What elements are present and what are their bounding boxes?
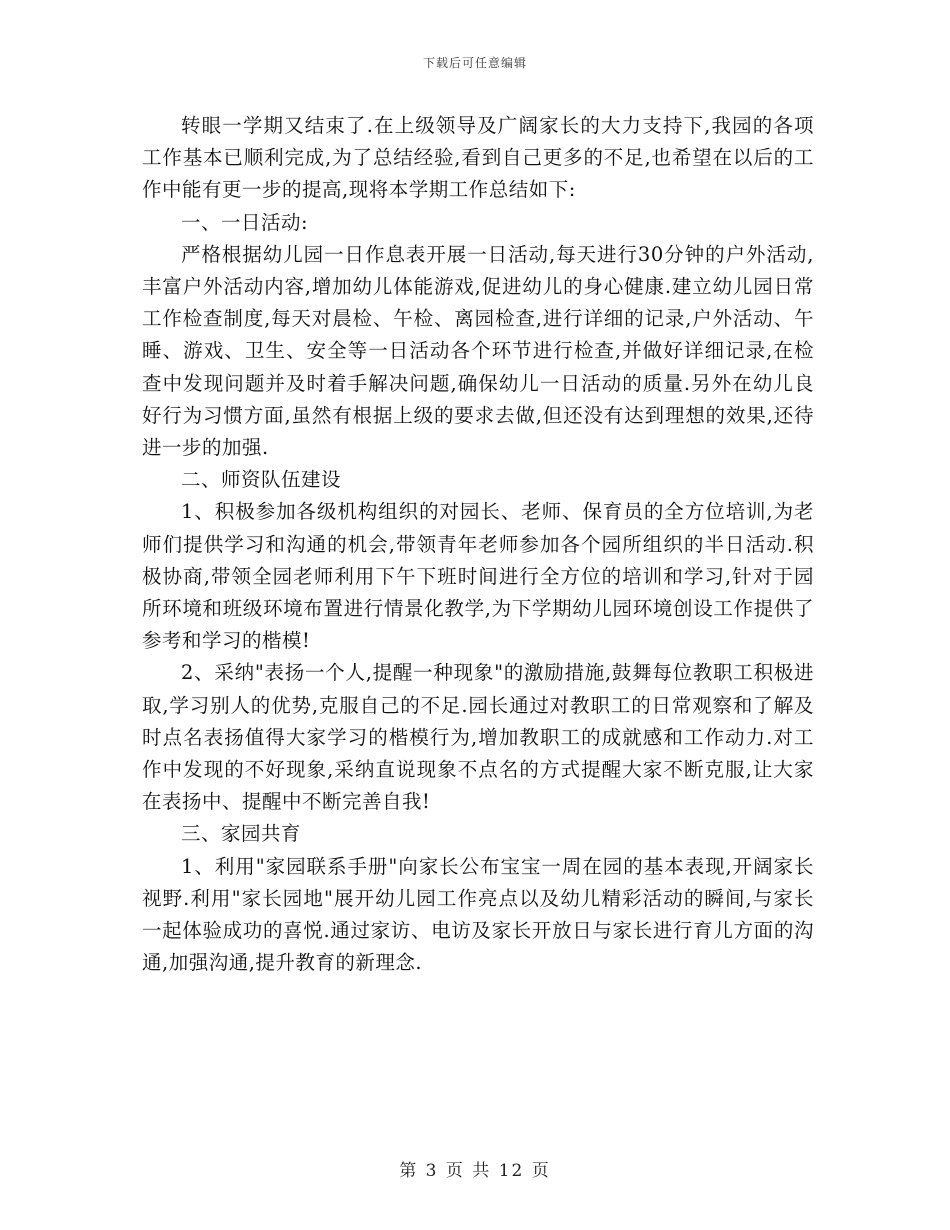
- page-header: 下载后可任意编辑: [422, 56, 527, 70]
- teacher-training-paragraph: 1、积极参加各级机构组织的对园长、老师、保育员的全方位培训,为老师们提供学习和沟通的机会,带领青年老师参加各个园所组织的半日活动.积极协商,带领全园老师利用下午下班时间进行全方位的培训和学习,针对于园所环境和班级环境布置进行情景化教学,为下学期幼儿园环境创设工作提供了参考和学习的楷模!: [142, 500, 814, 653]
- home-school-paragraph: 1、利用"家园联系手册"向家长公布宝宝一周在园的基本表现,开阔家长视野.利用"家长园地"展开幼儿园工作亮点以及幼儿精彩活动的瞬间,与家长一起体验成功的喜悦.通过家访、电访及家长开放日与家长进行育儿方面的沟通,加强沟通,提升教育的新理念.: [142, 854, 814, 975]
- daily-activities-paragraph: 严格根据幼儿园一日作息表开展一日活动,每天进行30分钟的户外活动,丰富户外活动内容,增加幼儿体能游戏,促进幼儿的身心健康.建立幼儿园日常工作检查制度,每天对晨检、午检、离园检查,进行详细的记录,户外活动、午睡、游戏、卫生、安全等一日活动各个环节进行检查,并做好详细记录,在检查中发现问题并及时着手解决问题,确保幼儿一日活动的质量.另外在幼儿良好行为习惯方面,虽然有根据上级的要求去做,但还没有达到理想的效果,还待进一步的加强.: [142, 242, 814, 460]
- section-heading-teacher-team: 二、师资队伍建设: [181, 468, 342, 492]
- intro-paragraph: 转眼一学期又结束了.在上级领导及广阔家长的大力支持下,我园的各项工作基本已顺利完成,为了总结经验,看到自己更多的不足,也希望在以后的工作中能有更一步的提高,现将本学期工作总结如下:: [142, 114, 814, 202]
- section-heading-home-school: 三、家园共育: [181, 822, 302, 846]
- section-heading-daily-activities: 一、一日活动:: [181, 210, 309, 234]
- document-body: [142, 110, 814, 979]
- page-number-footer: 第 3 页 共 12 页: [399, 1161, 551, 1181]
- teacher-incentive-paragraph: 2、采纳"表扬一个人,提醒一种现象"的激励措施,鼓舞每位教职工积极进取,学习别人的优势,克服自己的不足.园长通过对教职工的日常观察和了解及时点名表扬值得大家学习的楷模行为,增加教职工的成就感和工作动力.对工作中发现的不好现象,采纳直说现象不点名的方式提醒大家不断克服,让大家在表扬中、提醒中不断完善自我!: [142, 661, 814, 814]
